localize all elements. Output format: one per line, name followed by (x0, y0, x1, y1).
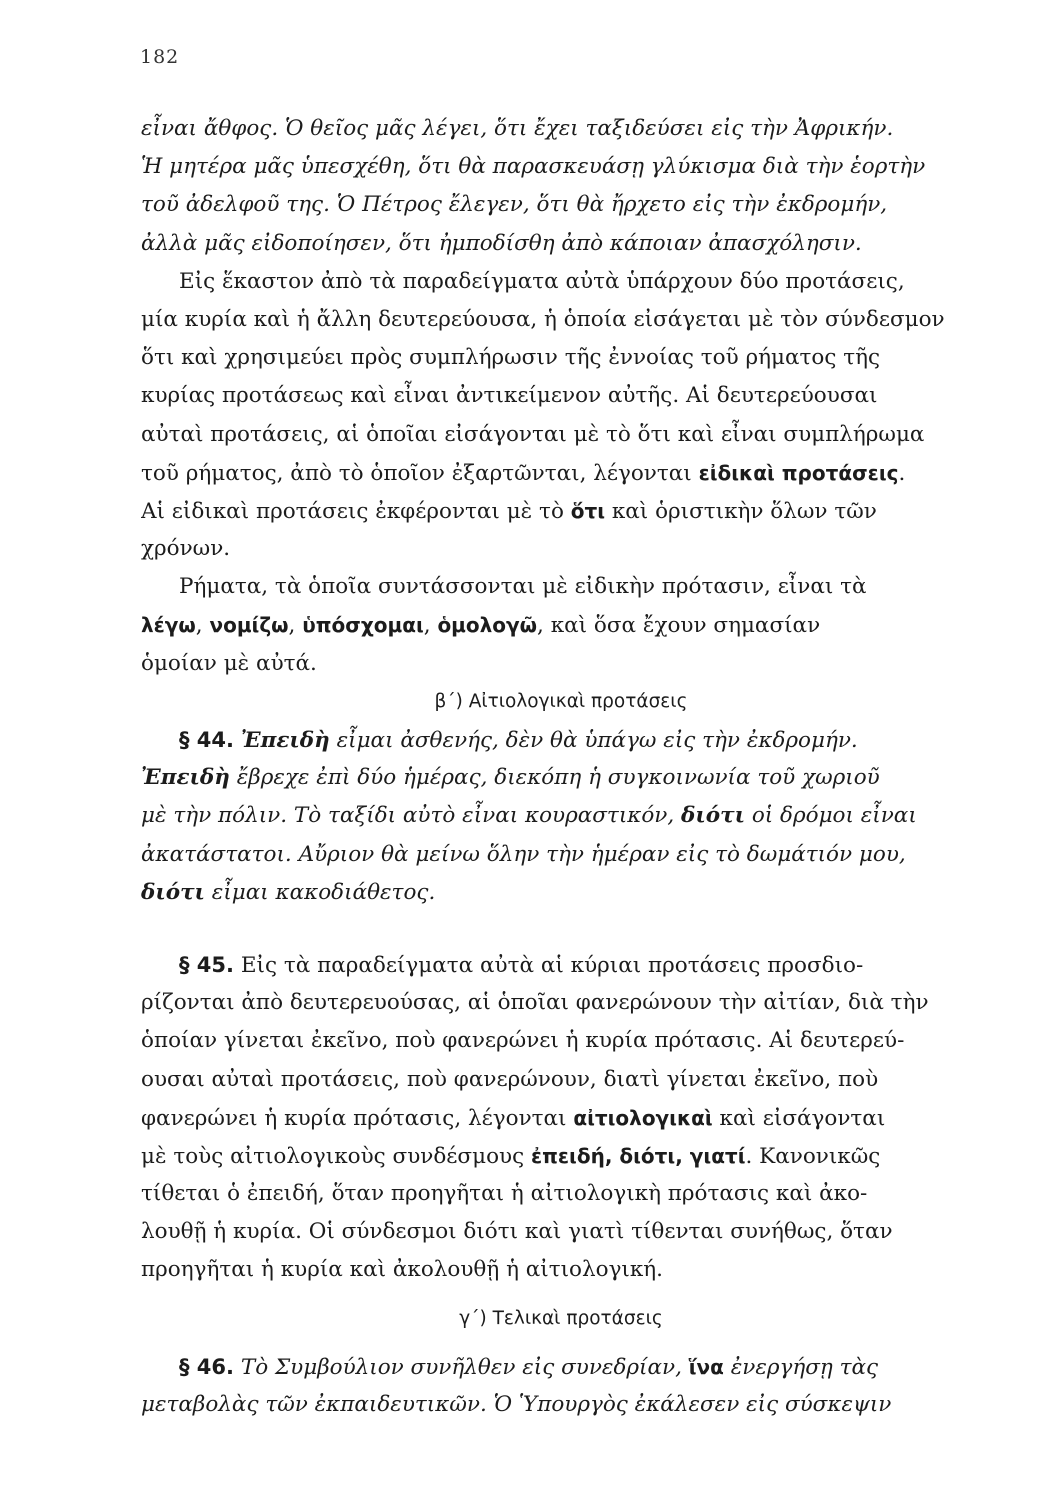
spacer (141, 1338, 981, 1348)
term-bold: νομίζω (209, 613, 289, 638)
text-line: μία κυρία καὶ ἡ ἄλλη δευτερεύουσα, ἡ ὁποία εἰσάγεται μὲ τὸν σύνδεσμον (141, 306, 945, 332)
term-bold: λέγω (141, 613, 196, 638)
text-line: ὁμοίαν μὲ αὐτά. (141, 650, 317, 676)
text-line (141, 1137, 981, 1175)
text-run: . Κανονικῶς (745, 1143, 881, 1169)
section-number: § 46. (179, 1354, 235, 1379)
term-bold-italic: Ἐπειδὴ (141, 765, 230, 791)
term-bold: ἵνα (688, 1354, 724, 1379)
text-run: μὲ τὴν πόλιν. Τὸ ταξίδι αὐτὸ εἶναι κουραστικόν, (141, 803, 682, 829)
text-line (141, 721, 981, 759)
section-number: § 44. (179, 728, 235, 752)
text-line: ρίζονται ἀπὸ δευτερευούσας, αἱ ὁποῖαι φανερώνουν τὴν αἰτίαν, διὰ τὴν (141, 990, 929, 1016)
text-line (141, 454, 981, 492)
text-run: οἱ δρόμοι εἶναι (745, 803, 917, 829)
text-line (141, 946, 981, 984)
text-line: ἀλλὰ μᾶς εἰδοποίησεν, ὅτι ἠμποδίσθη ἀπὸ κάποιαν ἀπασχόλησιν. (141, 230, 862, 256)
text-line (141, 492, 981, 530)
text-run: ἔβρεχε ἐπὶ δύο ἡμέρας, διεκόπη ἡ συγκοινωνία τοῦ χωριοῦ (229, 765, 880, 791)
term-bold: εἰδικαὶ προτάσεις (698, 460, 899, 485)
text-run: τοῦ ρήματος, ἀπὸ τὸ ὁποῖον ἐξαρτῶνται, λέγονται (141, 460, 699, 486)
text-line: Εἰς ἕκαστον ἀπὸ τὰ παραδείγματα αὐτὰ ὑπάρχουν δύο προτάσεις, (179, 268, 905, 294)
term-bold: ἐπειδή, διότι, γιατί (530, 1143, 746, 1168)
paragraph-verbs (141, 568, 981, 683)
section-46 (141, 1348, 981, 1424)
text-line: αὐταὶ προτάσεις, αἱ ὁποῖαι εἰσάγονται μὲ τὸ ὅτι καὶ εἶναι συμπλήρωμα (141, 421, 925, 447)
section-heading-causal: β΄) Αἰτιολογικαὶ προτάσεις (434, 690, 688, 712)
section-44 (141, 721, 981, 912)
text-line: λέγω, νομίζω, ὑπόσχομαι, ὁμολογῶ, καὶ ὅσα ἔχουν σημασίαν (141, 613, 821, 639)
text-line: ὁποίαν γίνεται ἐκεῖνο, ποὺ φανερώνει ἡ κυρία πρότασις. Αἱ δευτερεύ- (141, 1028, 905, 1054)
text-run: ἐνεργήσῃ τὰς (723, 1354, 879, 1380)
text-run: μὲ τοὺς αἰτιολογικοὺς συνδέσμους (141, 1143, 531, 1169)
paragraph-examples-continued (141, 110, 981, 263)
text-run: φανερώνει ἡ κυρία πρότασις, λέγονται (141, 1105, 574, 1131)
section-heading-final: γ΄) Τελικαὶ προτάσεις (459, 1307, 663, 1329)
text-line: χρόνων. (141, 536, 231, 562)
text-run: εἶμαι κακοδιάθετος. (204, 879, 436, 905)
text-line: εἶναι ἄθφος. Ὁ θεῖος μᾶς λέγει, ὅτι ἔχει ταξιδεύσει εἰς τὴν Ἀφρικήν. (141, 116, 894, 141)
section-45 (141, 946, 981, 1290)
text-line: μεταβολὰς τῶν ἐκπαιδευτικῶν. Ὁ Ὑπουργὸς ἐκάλεσεν εἰς σύσκεψιν (141, 1392, 892, 1417)
text-line: τίθεται ὁ ἐπειδή, ὅταν προηγῆται ἡ αἰτιολογικὴ πρότασις καὶ ἀκο- (141, 1181, 868, 1207)
term-bold-italic: Ἐπειδὴ (240, 728, 330, 753)
text-run: καὶ εἰσάγονται (712, 1105, 886, 1131)
text-line (141, 1099, 981, 1137)
spacer (141, 1290, 981, 1300)
text-run: καὶ ὁριστικὴν ὅλων τῶν (605, 498, 877, 524)
term-bold: ὑπόσχομαι (302, 613, 424, 638)
page-body (141, 110, 981, 1424)
text-run: . (898, 460, 906, 486)
text-line (141, 1348, 981, 1386)
text-run: Αἱ εἰδικαὶ προτάσεις ἐκφέρονται μὲ τὸ (141, 498, 571, 524)
text-run: εἶμαι ἀσθενής, δὲν θὰ ὑπάγω εἰς τὴν ἐκδρομήν. (329, 728, 858, 753)
text-line: ἀκατάστατοι. Αὔριον θὰ μείνω ὅλην τὴν ἡμέραν εἰς τὸ δωμάτιόν μου, (141, 841, 906, 867)
paragraph-explanation (141, 263, 981, 569)
section-number: § 45. (179, 952, 235, 977)
text-line (141, 797, 981, 835)
text-line (141, 874, 981, 912)
text-line: λουθῇ ἡ κυρία. Οἱ σύνδεσμοι διότι καὶ γιατὶ τίθενται συνήθως, ὅταν (141, 1219, 893, 1245)
page-number: 182 (140, 46, 180, 68)
text-run: Εἰς τὰ παραδείγματα αὐτὰ αἱ κύριαι προτάσεις προσδιο- (234, 952, 864, 978)
text-line: προηγῆται ἡ κυρία καὶ ἀκολουθῇ ἡ αἰτιολογική. (141, 1257, 664, 1283)
term-bold-italic: διότι (681, 803, 746, 829)
text-line: κυρίας προτάσεως καὶ εἶναι ἀντικείμενον αὐτῆς. Αἱ δευτερεύουσαι (141, 383, 878, 409)
text-run: Τὸ Συμβούλιον συνῆλθεν εἰς συνεδρίαν, (234, 1354, 689, 1380)
text-line: Ἡ μητέρα μᾶς ὑπεσχέθη, ὅτι θὰ παρασκευάσῃ γλύκισμα διὰ τὴν ἑορτὴν (141, 154, 926, 180)
text-line (141, 759, 981, 797)
term-bold: ὅτι (570, 498, 606, 523)
text-line: Ρήματα, τὰ ὁποῖα συντάσσονται μὲ εἰδικὴν πρότασιν, εἶναι τὰ (179, 574, 867, 600)
term-bold: ὁμολογῶ (437, 613, 538, 638)
text-line: τοῦ ἀδελφοῦ της. Ὁ Πέτρος ἔλεγεν, ὅτι θὰ ἤρχετο εἰς τὴν ἐκδρομήν, (141, 192, 888, 218)
text-line: ὅτι καὶ χρησιμεύει πρὸς συμπλήρωσιν τῆς ἐννοίας τοῦ ρήματος τῆς (141, 345, 881, 371)
term-bold: αἰτιολογικαὶ (573, 1105, 713, 1130)
text-line: ουσαι αὐταὶ προτάσεις, ποὺ φανερώνουν, διατὶ γίνεται ἐκεῖνο, ποὺ (141, 1066, 879, 1092)
text-run: , καὶ ὅσα ἔχουν σημασίαν (537, 613, 821, 639)
term-bold-italic: διότι (141, 879, 205, 905)
spacer (141, 912, 981, 946)
